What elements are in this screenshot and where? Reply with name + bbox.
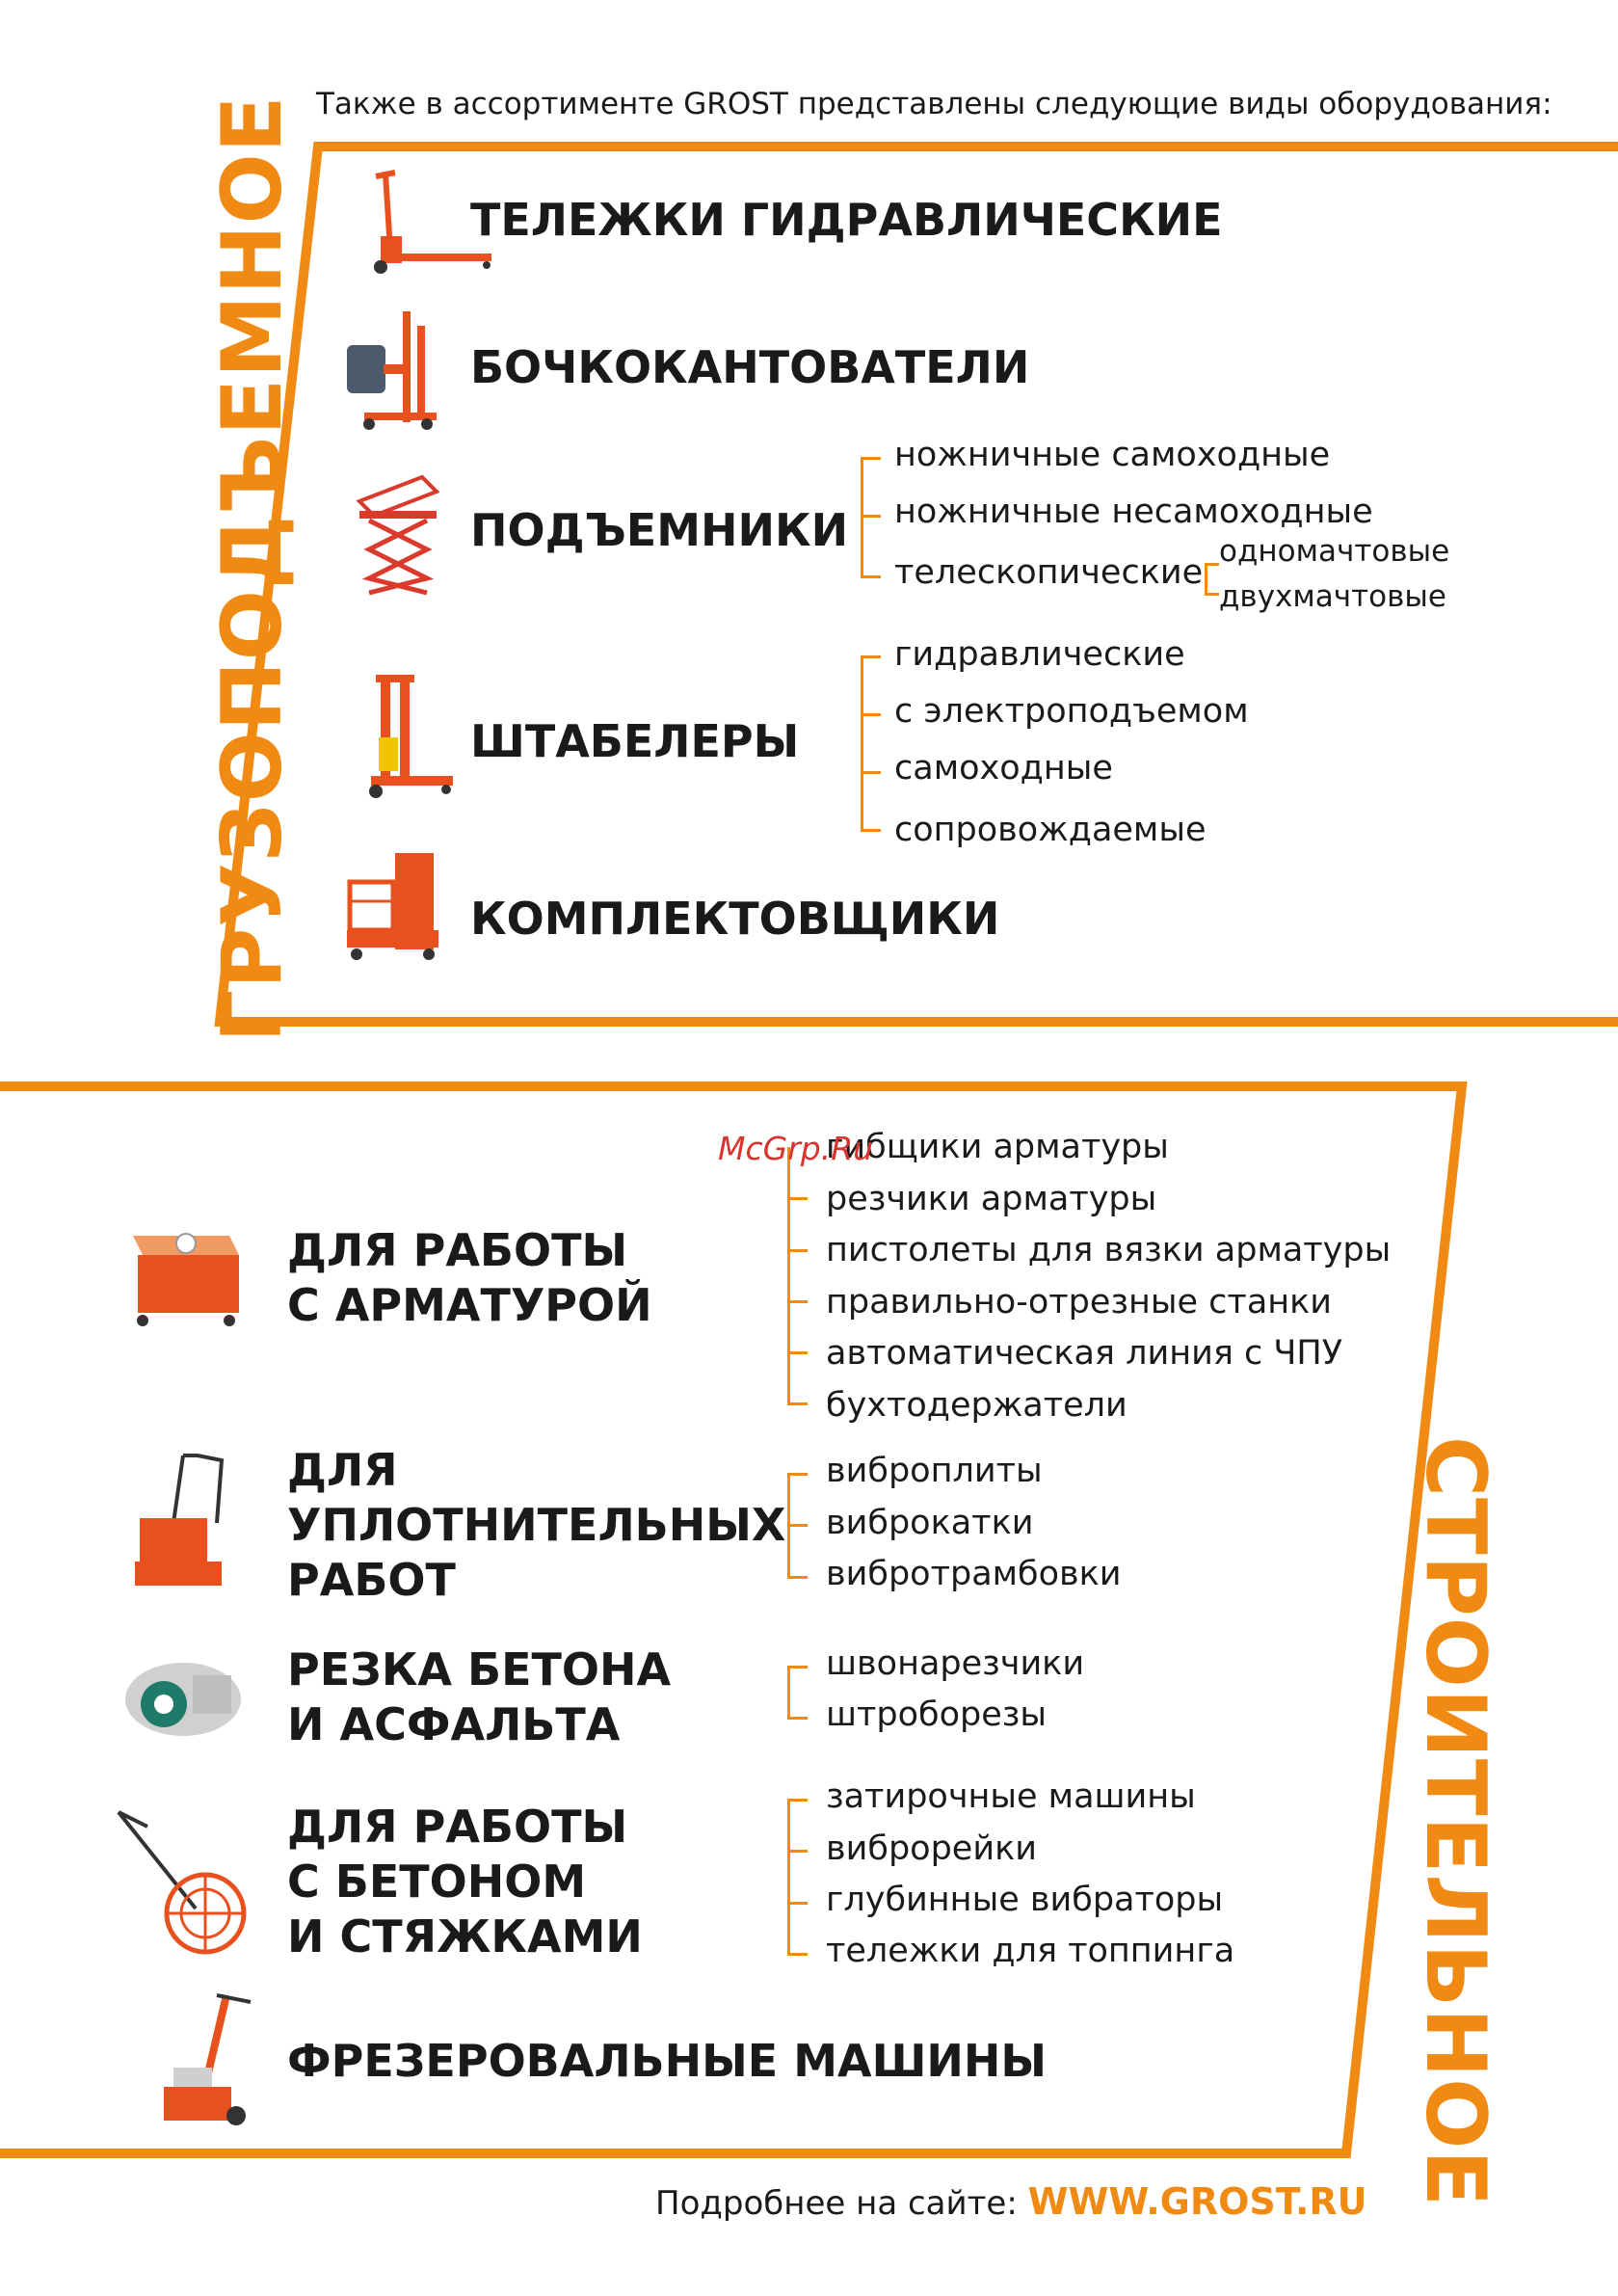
concrete-cutter-icon bbox=[116, 1646, 251, 1752]
sub-item: автоматическая линия с ЧПУ bbox=[826, 1334, 1343, 1373]
category-drum-handlers: БОЧКОКАНТОВАТЕЛИ bbox=[470, 341, 1030, 393]
bracket-compaction bbox=[787, 1473, 790, 1579]
section-title-lifting: ГРУЗОПОДЪЕМНОЕ bbox=[204, 94, 301, 1043]
category-rebar-line2: С АРМАТУРОЙ bbox=[287, 1279, 652, 1331]
sub-sub-item: двухмачтовые bbox=[1219, 579, 1446, 614]
sub-item: тележки для топпинга bbox=[826, 1932, 1235, 1970]
category-compaction-line1: ДЛЯ bbox=[287, 1444, 398, 1496]
category-compaction-line2: УПЛОТНИТЕЛЬНЫХ bbox=[287, 1499, 786, 1551]
footer bbox=[655, 2180, 1367, 2223]
watermark: McGrp.Ru bbox=[718, 1130, 874, 1167]
bracket-rebar bbox=[787, 1147, 790, 1405]
sub-item: сопровождаемые bbox=[894, 811, 1207, 849]
sub-item: пистолеты для вязки арматуры bbox=[826, 1231, 1392, 1269]
stacker-icon bbox=[361, 670, 458, 805]
sub-item: вибротрамбовки bbox=[826, 1555, 1122, 1593]
sub-item: гибщики арматуры bbox=[826, 1128, 1169, 1166]
sub-item: ножничные самоходные bbox=[894, 436, 1331, 474]
sub-sub-item: одномачтовые bbox=[1219, 534, 1450, 569]
bracket-stackers bbox=[861, 655, 863, 832]
category-milling: ФРЕЗЕРОВАЛЬНЫЕ МАШИНЫ bbox=[287, 2035, 1048, 2087]
category-pallet-trucks: ТЕЛЕЖКИ ГИДРАВЛИЧЕСКИЕ bbox=[470, 194, 1223, 246]
category-order-pickers: КОМПЛЕКТОВЩИКИ bbox=[470, 893, 1000, 945]
category-lifts: ПОДЪЕМНИКИ bbox=[470, 504, 849, 556]
sub-item: самоходные bbox=[894, 749, 1113, 788]
category-rebar-line1: ДЛЯ РАБОТЫ bbox=[287, 1224, 628, 1276]
sub-item: виброплиты bbox=[826, 1452, 1043, 1490]
sub-item: правильно-отрезные станки bbox=[826, 1283, 1333, 1322]
category-stackers: ШТАБЕЛЕРЫ bbox=[470, 715, 800, 767]
bracket-concrete bbox=[787, 1799, 790, 1956]
sub-item: гидравлические bbox=[894, 635, 1185, 674]
website-link[interactable]: WWW.GROST.RU bbox=[1027, 2180, 1367, 2223]
bracket-cutting bbox=[787, 1666, 790, 1720]
category-concrete-line2: С БЕТОНОМ bbox=[287, 1855, 587, 1908]
category-cutting-line2: И АСФАЛЬТА bbox=[287, 1698, 621, 1750]
sub-item: швонарезчики bbox=[826, 1644, 1085, 1683]
footer-text: Подробнее на сайте: bbox=[655, 2184, 1018, 2223]
sub-item: бухтодержатели bbox=[826, 1386, 1127, 1425]
intro-text: Также в ассортименте GROST представлены следующие виды оборудования: bbox=[316, 87, 1552, 121]
sub-item: глубинные вибраторы bbox=[826, 1881, 1224, 1919]
sub-item: резчики арматуры bbox=[826, 1180, 1157, 1218]
sub-item: затирочные машины bbox=[826, 1777, 1196, 1816]
bracket-lifts bbox=[861, 457, 863, 578]
bracket-telescopic bbox=[1205, 563, 1207, 596]
sub-item: ножничные несамоходные bbox=[894, 493, 1373, 531]
milling-machine-icon bbox=[154, 1990, 270, 2135]
rebar-machine-icon bbox=[123, 1216, 249, 1332]
power-trowel-icon bbox=[114, 1802, 268, 1957]
category-concrete-line1: ДЛЯ РАБОТЫ bbox=[287, 1801, 628, 1853]
order-picker-icon bbox=[342, 848, 443, 969]
scissor-lift-icon bbox=[355, 472, 441, 598]
plate-compactor-icon bbox=[125, 1446, 241, 1600]
section-title-construction: СТРОИТЕЛЬНОЕ bbox=[1407, 1435, 1503, 2208]
sub-item: с электроподъемом bbox=[894, 692, 1249, 731]
drum-handler-icon bbox=[345, 307, 441, 432]
category-compaction-line3: РАБОТ bbox=[287, 1554, 456, 1606]
category-cutting-line1: РЕЗКА БЕТОНА bbox=[287, 1643, 672, 1695]
sub-item: телескопические bbox=[894, 553, 1204, 592]
sub-item: штроборезы bbox=[826, 1695, 1048, 1734]
sub-item: виброкатки bbox=[826, 1504, 1034, 1542]
sub-item: виброрейки bbox=[826, 1829, 1037, 1868]
category-concrete-line3: И СТЯЖКАМИ bbox=[287, 1910, 643, 1962]
